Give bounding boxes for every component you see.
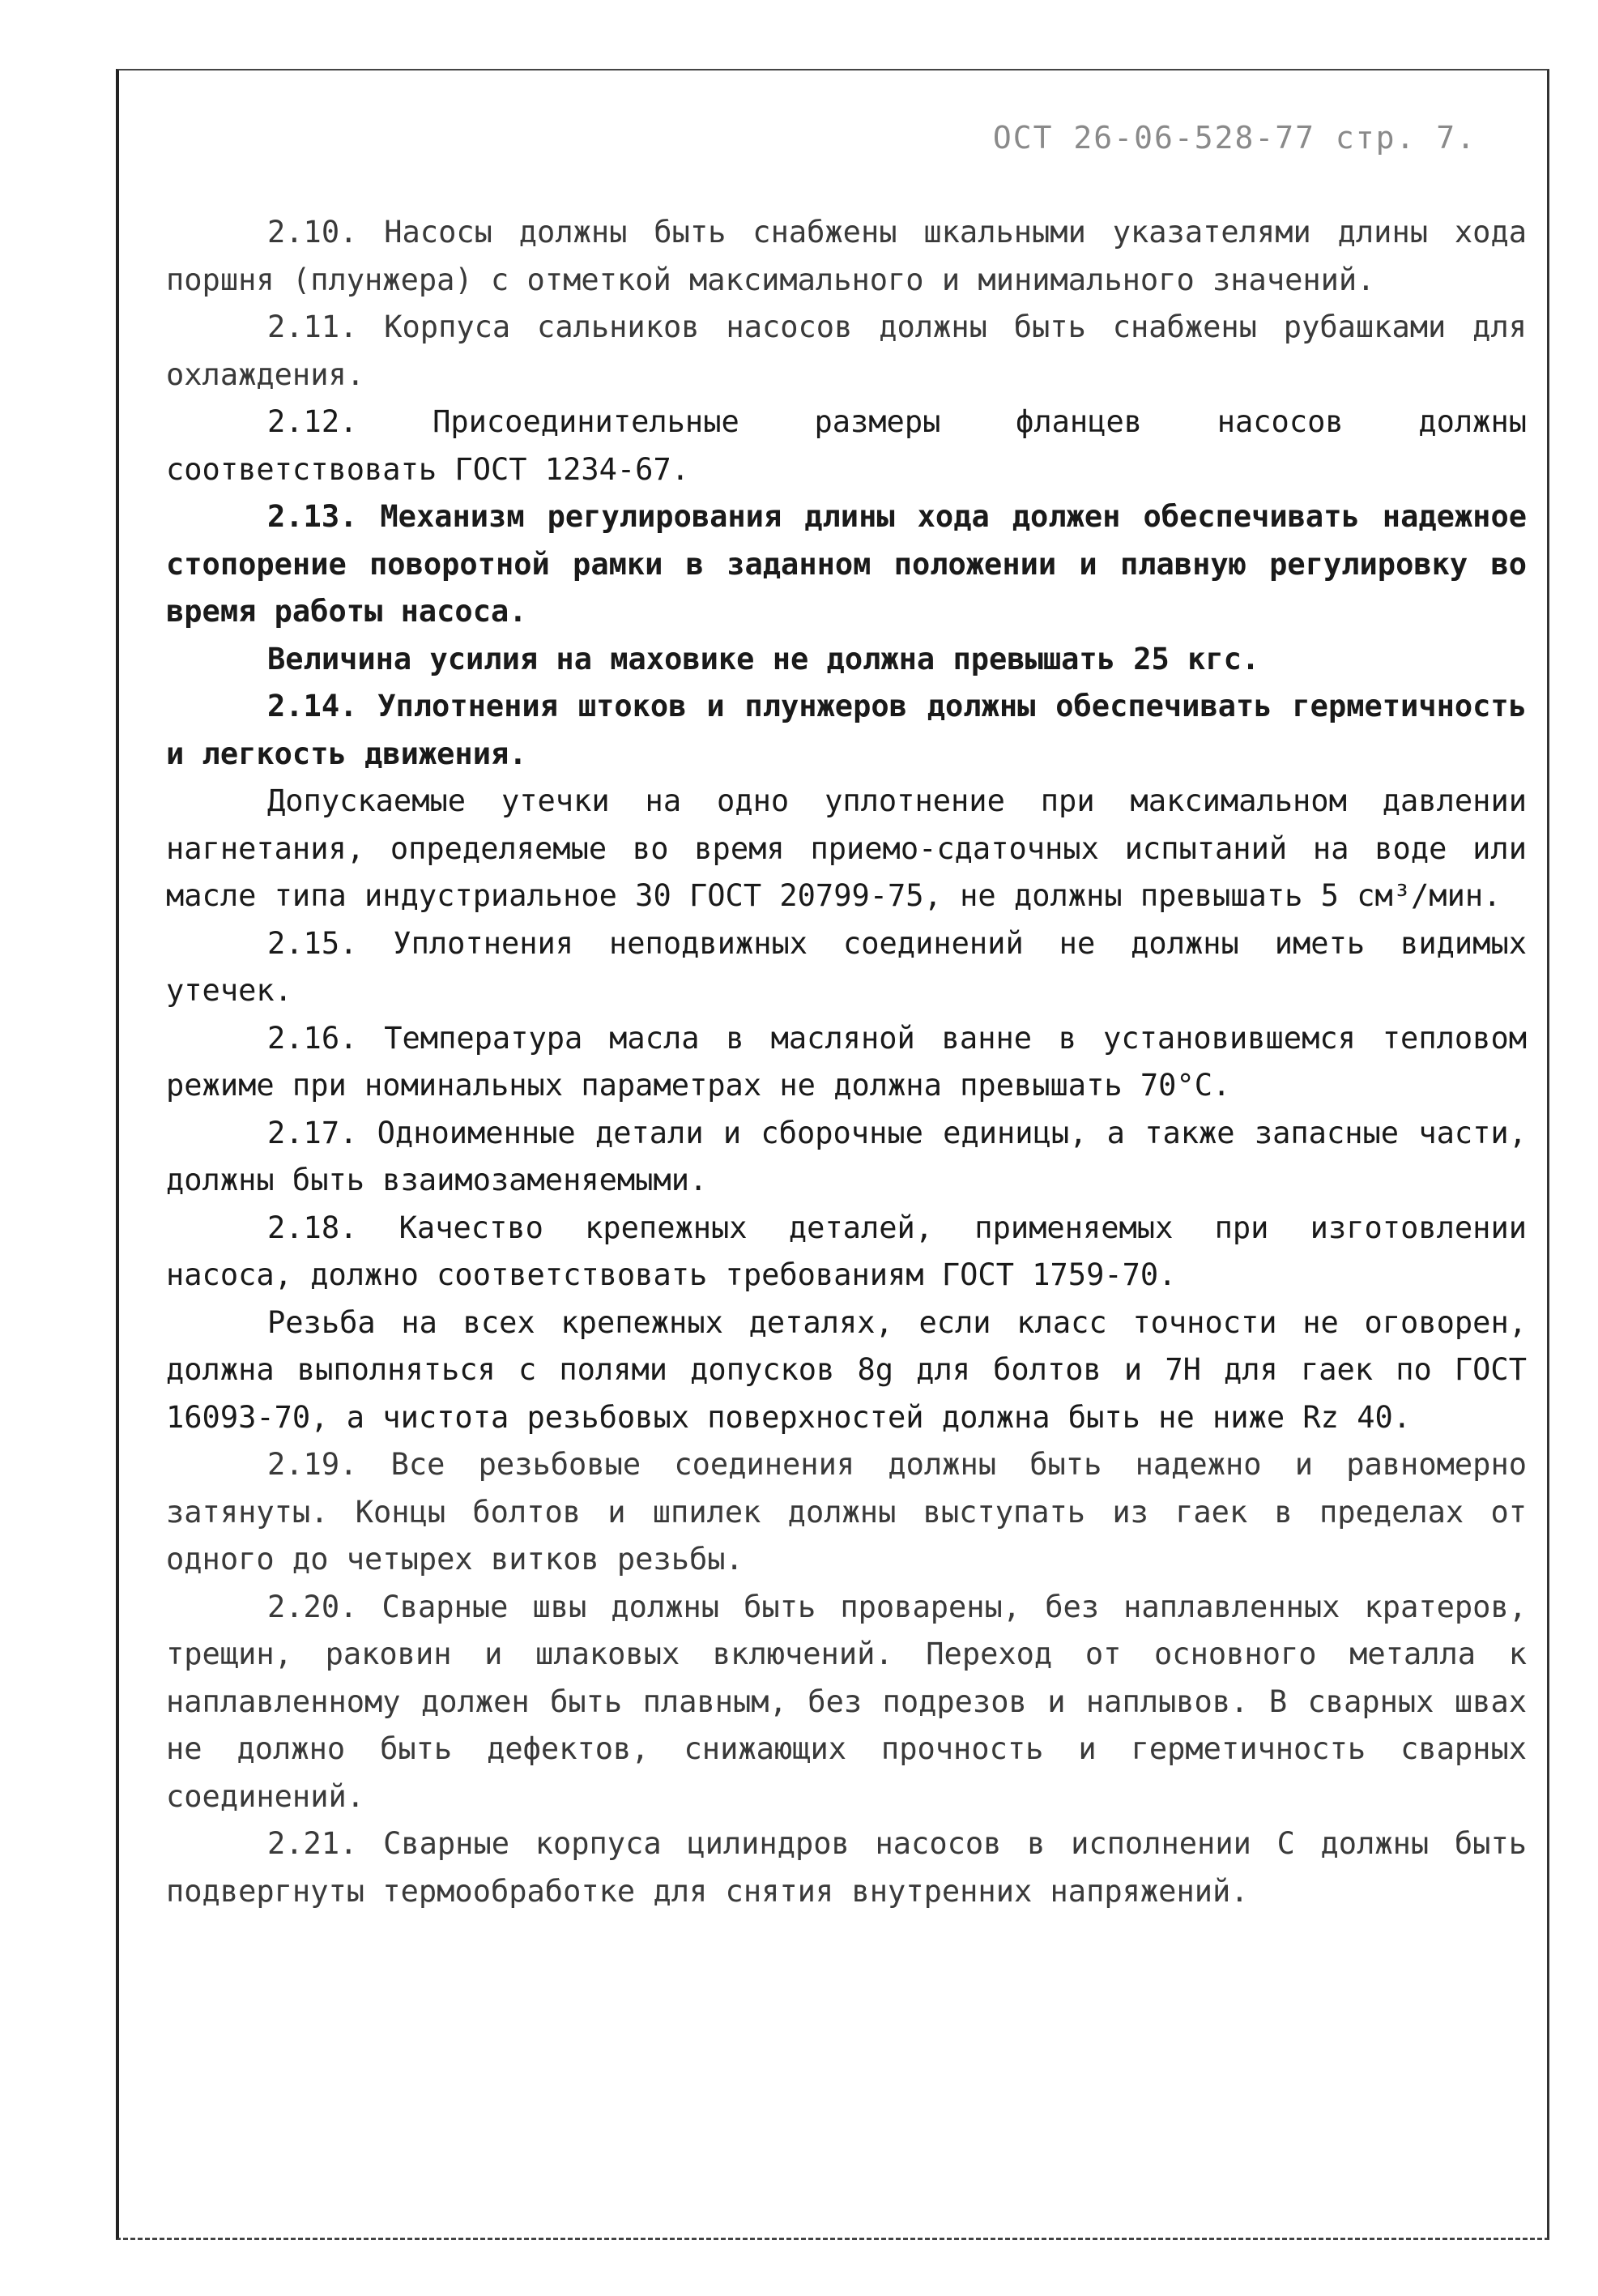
paragraph-2-21: 2.21. Сварные корпуса цилиндров насосов в исполнении С должны быть подвергнуты термообработке для снятия внутренних напряжений. [166, 1826, 1527, 1909]
paragraph-2-19: 2.19. Все резьбовые соединения должны быть надежно и равномерно затянуты. Концы болтов и шпилек должны выступать из гаек в пределах от одного до четырех витков резьбы. [166, 1447, 1527, 1577]
paragraph-2-12: 2.12. Присоединительные размеры фланцев насосов должны соответствовать ГОСТ 1234-67. [166, 404, 1527, 487]
paragraph-leakage: Допускаемые утечки на одно уплотнение при максимальном давлении нагнетания, определяемые во время приемо-сдаточных испытаний на воде или масле типа индустриальное 30 ГОСТ 20799-75, не должны превышать 5 см³/мин. [166, 783, 1527, 913]
paragraph-force-limit: Величина усилия на маховике не должна превышать 25 кгс. [267, 641, 1260, 676]
document-body [166, 209, 1527, 1915]
paragraph-2-11: 2.11. Корпуса сальников насосов должны быть снабжены рубашками для охлаждения. [166, 309, 1527, 392]
paragraph-2-15: 2.15. Уплотнения неподвижных соединений не должны иметь видимых утечек. [166, 925, 1527, 1008]
paragraph-2-17: 2.17. Одноименные детали и сборочные единицы, а также запасные части, должны быть взаимозаменяемыми. [166, 1115, 1527, 1197]
paragraph-2-13: 2.13. Механизм регулирования длины хода должен обеспечивать надежное стопорение поворотной рамки в заданном положении и плавную регулировку во время работы насоса. [166, 499, 1527, 629]
paragraph-2-18: 2.18. Качество крепежных деталей, применяемых при изготовлении насоса, должно соответствовать требованиям ГОСТ 1759-70. [166, 1210, 1527, 1292]
document-header: ОСТ 26-06-528-77 стр. 7. [992, 120, 1477, 156]
paragraph-thread: Резьба на всех крепежных деталях, если класс точности не оговорен, должна выполняться с полями допусков 8g для болтов и 7Н для гаек по ГОСТ 16093-70, а чистота резьбовых поверхностей должна быть не ниже Rz 40. [166, 1304, 1527, 1435]
paragraph-2-10: 2.10. Насосы должны быть снабжены шкальными указателями длины хода поршня (плунжера) с отметкой максимального и минимального значений. [166, 215, 1527, 297]
paragraph-2-16: 2.16. Температура масла в масляной ванне в установившемся тепловом режиме при номинальных параметрах не должна превышать 70°С. [166, 1020, 1527, 1103]
paragraph-2-14: 2.14. Уплотнения штоков и плунжеров должны обеспечивать герметичность и легкость движения. [166, 689, 1527, 771]
paragraph-2-20: 2.20. Сварные швы должны быть проварены, без наплавленных кратеров, трещин, раковин и шлаковых включений. Переход от основного металла к наплавленному должен быть плавным, без подрезов и наплывов. В сварных швах не должно быть дефектов, снижающих прочность и герметичность сварных соединений. [166, 1589, 1527, 1814]
